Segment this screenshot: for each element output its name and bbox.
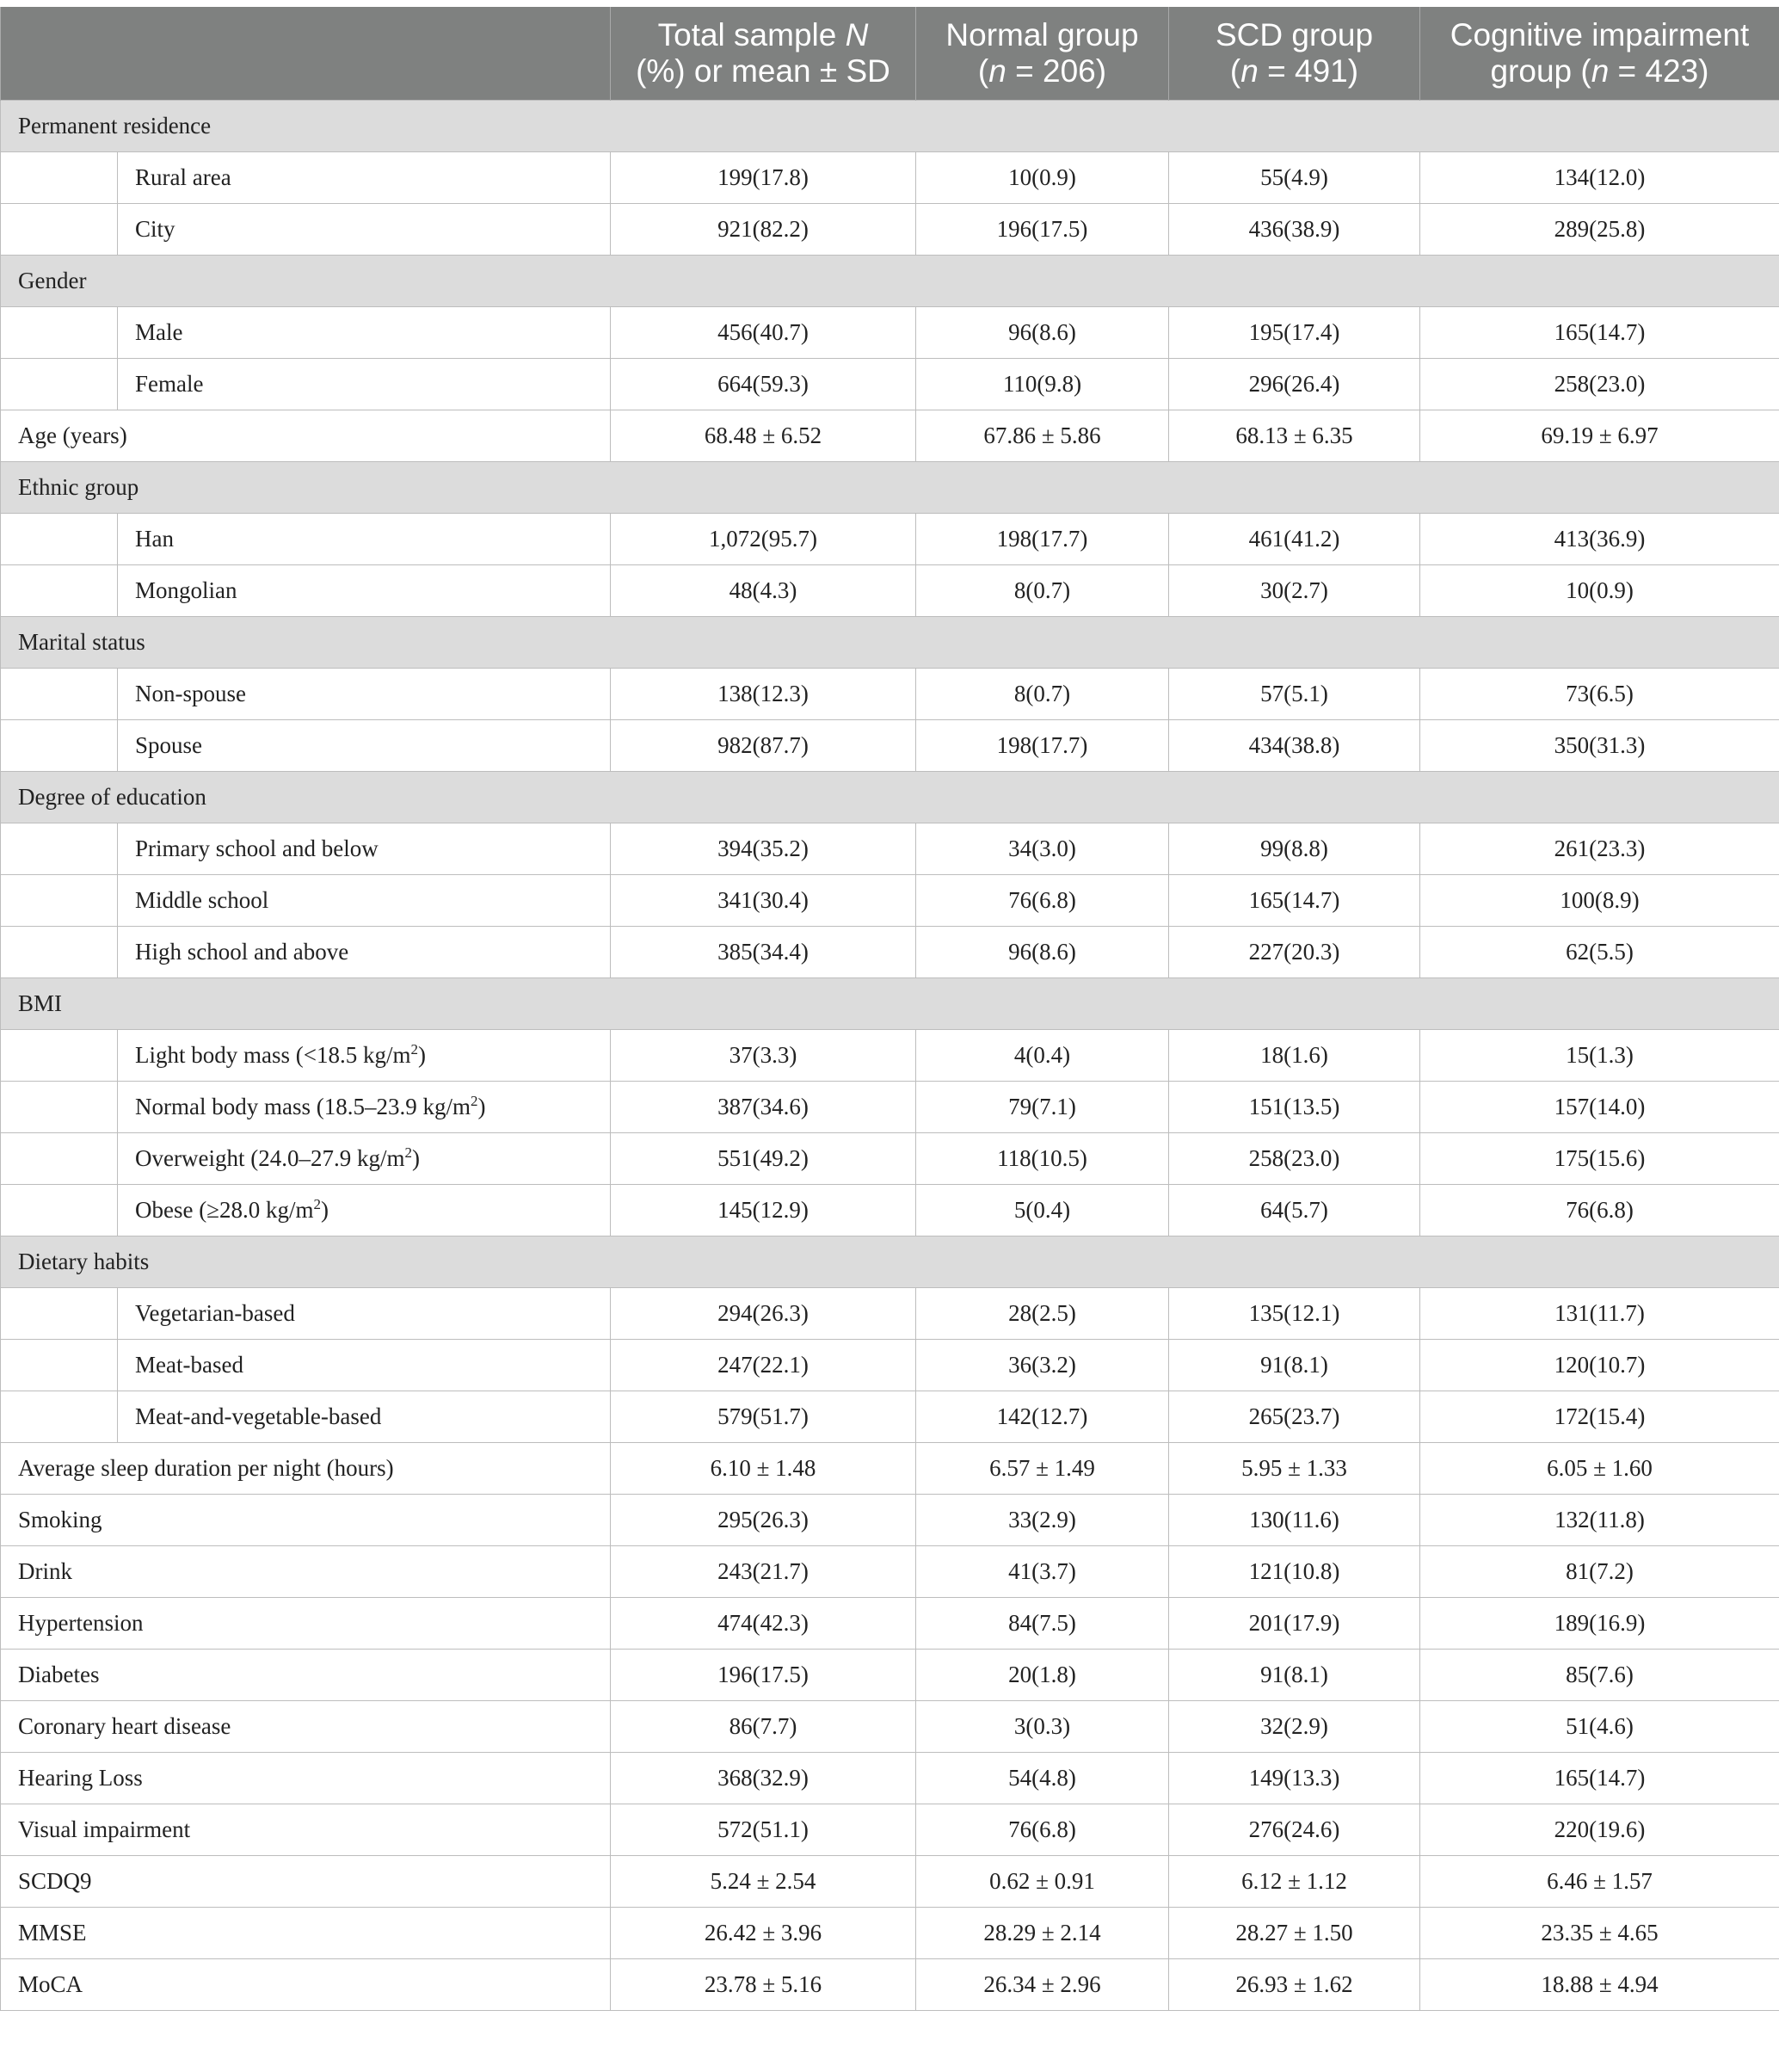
table-row — [1, 514, 1779, 565]
table-row — [1, 1030, 1779, 1082]
row-label — [118, 204, 611, 256]
value-cell: 81(7.2) — [1420, 1546, 1779, 1598]
value-cell: 413(36.9) — [1420, 514, 1779, 565]
value-cell: 41(3.7) — [916, 1546, 1169, 1598]
header-empty-cell — [1, 7, 611, 101]
row-label-text: Obese (≥28.0 kg/m — [135, 1197, 314, 1223]
value-cell: 921(82.2) — [611, 204, 916, 256]
header-row — [1, 7, 1779, 101]
row-label: MMSE — [1, 1908, 611, 1959]
value-cell: 48(4.3) — [611, 565, 916, 617]
value-cell: 18.88 ± 4.94 — [1420, 1959, 1779, 2011]
row-label-text: ) — [477, 1094, 486, 1119]
row-label: Average sleep duration per night (hours) — [1, 1443, 611, 1495]
section-header-row — [1, 462, 1779, 514]
indent-cell — [1, 1133, 118, 1185]
row-label: Smoking — [1, 1495, 611, 1546]
value-cell: 142(12.7) — [916, 1391, 1169, 1443]
row-label — [118, 152, 611, 204]
row-label — [118, 1082, 611, 1133]
row-label-text: Spouse — [135, 732, 203, 758]
value-cell: 165(14.7) — [1420, 1753, 1779, 1804]
value-cell: 227(20.3) — [1169, 927, 1420, 978]
value-cell: 85(7.6) — [1420, 1650, 1779, 1701]
header-text: Total sample — [657, 17, 846, 52]
row-label-text: Middle school — [135, 887, 269, 913]
header-text: ( — [977, 53, 989, 89]
row-label — [118, 875, 611, 927]
indent-cell — [1, 927, 118, 978]
row-label-text: ) — [321, 1197, 329, 1223]
row-label — [118, 307, 611, 359]
value-cell: 196(17.5) — [916, 204, 1169, 256]
value-cell: 68.48 ± 6.52 — [611, 410, 916, 462]
table-row — [1, 1959, 1779, 2011]
value-cell: 6.05 ± 1.60 — [1420, 1443, 1779, 1495]
value-cell: 91(8.1) — [1169, 1650, 1420, 1701]
value-cell: 51(4.6) — [1420, 1701, 1779, 1753]
value-cell: 434(38.8) — [1169, 720, 1420, 772]
table-row — [1, 204, 1779, 256]
value-cell: 34(3.0) — [916, 823, 1169, 875]
value-cell: 145(12.9) — [611, 1185, 916, 1236]
value-cell: 96(8.6) — [916, 927, 1169, 978]
value-cell: 99(8.8) — [1169, 823, 1420, 875]
row-label-text: Female — [135, 371, 204, 397]
value-cell: 199(17.8) — [611, 152, 916, 204]
value-cell: 26.93 ± 1.62 — [1169, 1959, 1420, 2011]
table-row — [1, 669, 1779, 720]
value-cell: 201(17.9) — [1169, 1598, 1420, 1650]
value-cell: 664(59.3) — [611, 359, 916, 410]
value-cell: 138(12.3) — [611, 669, 916, 720]
row-label — [118, 1288, 611, 1340]
value-cell: 220(19.6) — [1420, 1804, 1779, 1856]
section-header-row — [1, 256, 1779, 307]
value-cell: 4(0.4) — [916, 1030, 1169, 1082]
value-cell: 243(21.7) — [611, 1546, 916, 1598]
value-cell: 368(32.9) — [611, 1753, 916, 1804]
value-cell: 261(23.3) — [1420, 823, 1779, 875]
value-cell: 474(42.3) — [611, 1598, 916, 1650]
row-label — [118, 565, 611, 617]
section-label: BMI — [1, 978, 1779, 1030]
indent-cell — [1, 565, 118, 617]
row-label — [118, 1185, 611, 1236]
value-cell: 10(0.9) — [1420, 565, 1779, 617]
value-cell: 8(0.7) — [916, 669, 1169, 720]
value-cell: 96(8.6) — [916, 307, 1169, 359]
table-row — [1, 1133, 1779, 1185]
value-cell: 76(6.8) — [916, 875, 1169, 927]
table-row — [1, 1495, 1779, 1546]
value-cell: 247(22.1) — [611, 1340, 916, 1391]
section-header-row — [1, 772, 1779, 823]
table-row — [1, 1908, 1779, 1959]
value-cell: 73(6.5) — [1420, 669, 1779, 720]
value-cell: 28.27 ± 1.50 — [1169, 1908, 1420, 1959]
table-row — [1, 1391, 1779, 1443]
value-cell: 189(16.9) — [1420, 1598, 1779, 1650]
row-label-text: ) — [417, 1042, 426, 1068]
section-label: Degree of education — [1, 772, 1779, 823]
section-header-row — [1, 101, 1779, 152]
value-cell: 1,072(95.7) — [611, 514, 916, 565]
value-cell: 196(17.5) — [611, 1650, 916, 1701]
header-text: N — [845, 17, 869, 52]
section-label: Marital status — [1, 617, 1779, 669]
value-cell: 6.57 ± 1.49 — [916, 1443, 1169, 1495]
value-cell: 387(34.6) — [611, 1082, 916, 1133]
value-cell: 33(2.9) — [916, 1495, 1169, 1546]
value-cell: 91(8.1) — [1169, 1340, 1420, 1391]
value-cell: 572(51.1) — [611, 1804, 916, 1856]
table-row — [1, 1701, 1779, 1753]
indent-cell — [1, 204, 118, 256]
value-cell: 258(23.0) — [1420, 359, 1779, 410]
value-cell: 350(31.3) — [1420, 720, 1779, 772]
header-text: n — [1591, 53, 1610, 89]
value-cell: 64(5.7) — [1169, 1185, 1420, 1236]
value-cell: 20(1.8) — [916, 1650, 1169, 1701]
row-label: Hearing Loss — [1, 1753, 611, 1804]
table-row — [1, 1082, 1779, 1133]
header-text: = 206) — [1006, 53, 1107, 89]
indent-cell — [1, 1391, 118, 1443]
indent-cell — [1, 875, 118, 927]
demographics-table — [0, 7, 1779, 2011]
value-cell: 157(14.0) — [1420, 1082, 1779, 1133]
table-row — [1, 410, 1779, 462]
row-label-text: Vegetarian-based — [135, 1300, 295, 1326]
row-label-text: Meat-and-vegetable-based — [135, 1403, 382, 1429]
row-label-text: City — [135, 216, 175, 242]
value-cell: 37(3.3) — [611, 1030, 916, 1082]
row-label-superscript: 2 — [313, 1196, 322, 1212]
value-cell: 8(0.7) — [916, 565, 1169, 617]
header-text: group ( — [1490, 53, 1591, 89]
row-label-text: Han — [135, 526, 174, 552]
row-label — [118, 514, 611, 565]
value-cell: 172(15.4) — [1420, 1391, 1779, 1443]
value-cell: 79(7.1) — [916, 1082, 1169, 1133]
value-cell: 55(4.9) — [1169, 152, 1420, 204]
row-label — [118, 1030, 611, 1082]
value-cell: 289(25.8) — [1420, 204, 1779, 256]
row-label-superscript: 2 — [404, 1144, 412, 1161]
row-label-text: Overweight (24.0–27.9 kg/m — [135, 1145, 405, 1171]
row-label-superscript: 2 — [470, 1093, 478, 1109]
value-cell: 5.24 ± 2.54 — [611, 1856, 916, 1908]
value-cell: 3(0.3) — [916, 1701, 1169, 1753]
row-label-text: Male — [135, 319, 183, 345]
indent-cell — [1, 152, 118, 204]
value-cell: 26.34 ± 2.96 — [916, 1959, 1169, 2011]
row-label — [118, 1340, 611, 1391]
row-label: Coronary heart disease — [1, 1701, 611, 1753]
row-label-text: Rural area — [135, 164, 231, 190]
value-cell: 130(11.6) — [1169, 1495, 1420, 1546]
row-label: SCDQ9 — [1, 1856, 611, 1908]
header-text: = 423) — [1609, 53, 1709, 89]
value-cell: 84(7.5) — [916, 1598, 1169, 1650]
table-row — [1, 359, 1779, 410]
value-cell: 258(23.0) — [1169, 1133, 1420, 1185]
value-cell: 265(23.7) — [1169, 1391, 1420, 1443]
value-cell: 134(12.0) — [1420, 152, 1779, 204]
value-cell: 26.42 ± 3.96 — [611, 1908, 916, 1959]
header-normal-group — [916, 7, 1169, 101]
header-cognitive-impairment-group — [1420, 7, 1779, 101]
value-cell: 551(49.2) — [611, 1133, 916, 1185]
table-row — [1, 1804, 1779, 1856]
value-cell: 296(26.4) — [1169, 359, 1420, 410]
row-label-text: Non-spouse — [135, 681, 246, 706]
table-row — [1, 720, 1779, 772]
value-cell: 135(12.1) — [1169, 1288, 1420, 1340]
indent-cell — [1, 359, 118, 410]
header-scd-group — [1169, 7, 1420, 101]
value-cell: 6.46 ± 1.57 — [1420, 1856, 1779, 1908]
header-text: ( — [1229, 53, 1241, 89]
row-label-text: ) — [411, 1145, 420, 1171]
value-cell: 385(34.4) — [611, 927, 916, 978]
section-header-row — [1, 1236, 1779, 1288]
table-row — [1, 927, 1779, 978]
value-cell: 69.19 ± 6.97 — [1420, 410, 1779, 462]
row-label — [118, 669, 611, 720]
value-cell: 76(6.8) — [1420, 1185, 1779, 1236]
value-cell: 461(41.2) — [1169, 514, 1420, 565]
value-cell: 76(6.8) — [916, 1804, 1169, 1856]
value-cell: 86(7.7) — [611, 1701, 916, 1753]
value-cell: 23.78 ± 5.16 — [611, 1959, 916, 2011]
header-total-sample — [611, 7, 916, 101]
table-row — [1, 1546, 1779, 1598]
header-text: Normal group — [945, 17, 1139, 52]
row-label-text: Normal body mass (18.5–23.9 kg/m — [135, 1094, 471, 1119]
value-cell: 151(13.5) — [1169, 1082, 1420, 1133]
table-row — [1, 1753, 1779, 1804]
indent-cell — [1, 720, 118, 772]
section-label: Dietary habits — [1, 1236, 1779, 1288]
table-row — [1, 1340, 1779, 1391]
indent-cell — [1, 1185, 118, 1236]
row-label — [118, 927, 611, 978]
value-cell: 54(4.8) — [916, 1753, 1169, 1804]
value-cell: 165(14.7) — [1169, 875, 1420, 927]
value-cell: 149(13.3) — [1169, 1753, 1420, 1804]
value-cell: 118(10.5) — [916, 1133, 1169, 1185]
value-cell: 394(35.2) — [611, 823, 916, 875]
value-cell: 110(9.8) — [916, 359, 1169, 410]
row-label-text: Meat-based — [135, 1352, 243, 1378]
value-cell: 0.62 ± 0.91 — [916, 1856, 1169, 1908]
value-cell: 982(87.7) — [611, 720, 916, 772]
value-cell: 62(5.5) — [1420, 927, 1779, 978]
value-cell: 15(1.3) — [1420, 1030, 1779, 1082]
value-cell: 6.12 ± 1.12 — [1169, 1856, 1420, 1908]
row-label-text: Mongolian — [135, 577, 237, 603]
table-row — [1, 1185, 1779, 1236]
value-cell: 28.29 ± 2.14 — [916, 1908, 1169, 1959]
table-row — [1, 152, 1779, 204]
indent-cell — [1, 1340, 118, 1391]
row-label-text: Light body mass (<18.5 kg/m — [135, 1042, 411, 1068]
table-row — [1, 823, 1779, 875]
value-cell: 436(38.9) — [1169, 204, 1420, 256]
header-text: n — [1240, 53, 1259, 89]
indent-cell — [1, 307, 118, 359]
value-cell: 276(24.6) — [1169, 1804, 1420, 1856]
section-label: Permanent residence — [1, 101, 1779, 152]
value-cell: 57(5.1) — [1169, 669, 1420, 720]
value-cell: 5(0.4) — [916, 1185, 1169, 1236]
value-cell: 295(26.3) — [611, 1495, 916, 1546]
row-label-text: High school and above — [135, 939, 349, 965]
table-row — [1, 1598, 1779, 1650]
table-row — [1, 307, 1779, 359]
section-label: Ethnic group — [1, 462, 1779, 514]
value-cell: 6.10 ± 1.48 — [611, 1443, 916, 1495]
value-cell: 579(51.7) — [611, 1391, 916, 1443]
row-label — [118, 359, 611, 410]
table-row — [1, 565, 1779, 617]
value-cell: 28(2.5) — [916, 1288, 1169, 1340]
table-row — [1, 1650, 1779, 1701]
indent-cell — [1, 669, 118, 720]
value-cell: 120(10.7) — [1420, 1340, 1779, 1391]
table-body — [1, 101, 1779, 2011]
value-cell: 32(2.9) — [1169, 1701, 1420, 1753]
section-label: Gender — [1, 256, 1779, 307]
row-label: Diabetes — [1, 1650, 611, 1701]
indent-cell — [1, 823, 118, 875]
row-label-superscript: 2 — [410, 1041, 418, 1058]
value-cell: 18(1.6) — [1169, 1030, 1420, 1082]
value-cell: 132(11.8) — [1420, 1495, 1779, 1546]
row-label: Drink — [1, 1546, 611, 1598]
row-label — [118, 1391, 611, 1443]
value-cell: 198(17.7) — [916, 514, 1169, 565]
value-cell: 294(26.3) — [611, 1288, 916, 1340]
value-cell: 175(15.6) — [1420, 1133, 1779, 1185]
header-text: = 491) — [1258, 53, 1359, 89]
value-cell: 341(30.4) — [611, 875, 916, 927]
value-cell: 195(17.4) — [1169, 307, 1420, 359]
indent-cell — [1, 1082, 118, 1133]
value-cell: 68.13 ± 6.35 — [1169, 410, 1420, 462]
header-text: SCD group — [1215, 17, 1374, 52]
value-cell: 67.86 ± 5.86 — [916, 410, 1169, 462]
value-cell: 121(10.8) — [1169, 1546, 1420, 1598]
value-cell: 165(14.7) — [1420, 307, 1779, 359]
row-label-text: Primary school and below — [135, 836, 379, 861]
row-label: Visual impairment — [1, 1804, 611, 1856]
header-text: Cognitive impairment — [1450, 17, 1750, 52]
row-label — [118, 823, 611, 875]
header-text: (%) or mean ± SD — [636, 53, 890, 89]
table-row — [1, 875, 1779, 927]
row-label: Hypertension — [1, 1598, 611, 1650]
value-cell: 198(17.7) — [916, 720, 1169, 772]
indent-cell — [1, 1288, 118, 1340]
table-row — [1, 1856, 1779, 1908]
value-cell: 131(11.7) — [1420, 1288, 1779, 1340]
section-header-row — [1, 617, 1779, 669]
table-row — [1, 1288, 1779, 1340]
row-label: Age (years) — [1, 410, 611, 462]
indent-cell — [1, 1030, 118, 1082]
table-row — [1, 1443, 1779, 1495]
row-label — [118, 1133, 611, 1185]
value-cell: 36(3.2) — [916, 1340, 1169, 1391]
value-cell: 10(0.9) — [916, 152, 1169, 204]
value-cell: 5.95 ± 1.33 — [1169, 1443, 1420, 1495]
row-label — [118, 720, 611, 772]
row-label: MoCA — [1, 1959, 611, 2011]
value-cell: 30(2.7) — [1169, 565, 1420, 617]
value-cell: 23.35 ± 4.65 — [1420, 1908, 1779, 1959]
header-text: n — [988, 53, 1006, 89]
value-cell: 456(40.7) — [611, 307, 916, 359]
value-cell: 100(8.9) — [1420, 875, 1779, 927]
indent-cell — [1, 514, 118, 565]
section-header-row — [1, 978, 1779, 1030]
